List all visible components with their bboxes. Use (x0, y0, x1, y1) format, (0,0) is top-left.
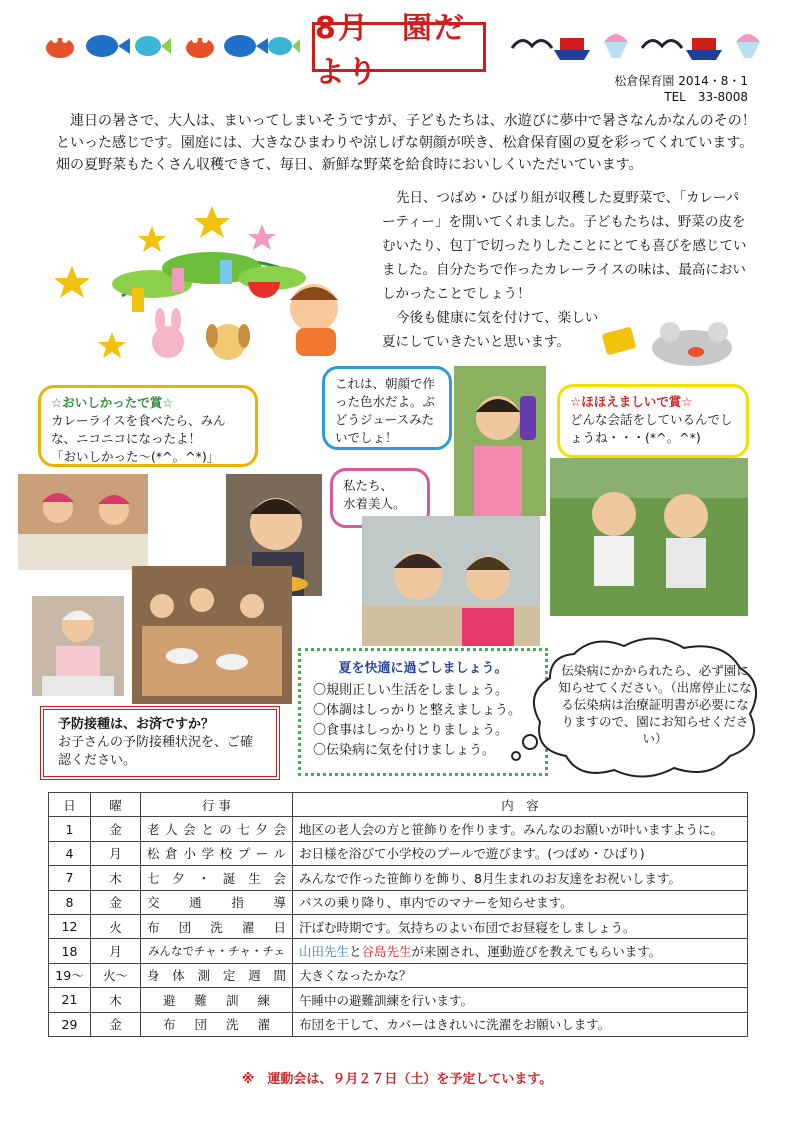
asagao-bubble: これは、朝顔で作った色水だよ。ぶどうジュースみたいでしょ！ (322, 366, 452, 450)
cell-weekday: 金 (91, 817, 141, 841)
content-rest: が来園され、運動遊びを教えてもらいます。 (411, 944, 662, 960)
summer-tip-item: 〇規則正しい生活をしましょう。 (313, 683, 509, 698)
cell-content: 地区の老人会の方と笹飾りを作ります。みんなのお願いが叶いますように。 (293, 817, 748, 841)
table-row (49, 963, 748, 987)
table-row (49, 841, 748, 865)
summer-tip-item: 〇体調はしっかりと整えましょう。 (313, 703, 522, 718)
cell-event: 布団洗濯日 (141, 914, 293, 938)
sports-day-note: ※ 運動会は、９月２７日（土）を予定しています。 (241, 1072, 553, 1087)
seagull-icon (512, 40, 552, 48)
fish-icon (268, 37, 300, 55)
seagull-icon (642, 40, 682, 48)
oishikatta-award-title: ☆おいしかったで賞☆ (51, 395, 174, 410)
ship-icon (686, 38, 722, 60)
infectious-disease-notice: 伝染病にかかられたら、必ず園に知らせてください。（出席停止になる伝染病は治療証明書が必要になりますので、園にお知らせください） (558, 663, 752, 746)
rabbit-character (152, 308, 184, 358)
teacher-yajima: 谷島先生 (361, 944, 412, 960)
star-icon (98, 332, 126, 358)
cell-content: 大きくなったかな？ (293, 963, 748, 987)
sea-animals-decoration-left (40, 26, 300, 66)
cell-event: 交通指導 (141, 890, 293, 914)
vaccination-notice-title: 予防接種は、お済ですか？ (58, 717, 215, 732)
newsletter-title-box (312, 11, 486, 90)
fish-icon (135, 36, 171, 56)
table-row (49, 866, 748, 890)
cell-day: 21 (49, 988, 91, 1012)
oishikatta-award-quote: 「おいしかった～(*^。^*)」 (51, 449, 220, 464)
cell-content: みんなで作った笹飾りを飾り、8月生まれのお友達をお祝いします。 (293, 866, 748, 890)
table-row (49, 939, 748, 963)
summer-tip-item: 〇伝染病に気を付けましょう。 (313, 743, 496, 758)
cell-weekday: 木 (91, 866, 141, 890)
closing-paragraph: 今後も健康に気を付けて、楽しい夏にしていきたいと思います。 (382, 310, 599, 350)
vaccination-notice-body: お子さんの予防接種状況を、ご確認ください。 (58, 735, 254, 768)
hohoemashii-award-bubble (557, 384, 749, 458)
cell-day: 7 (49, 866, 91, 890)
shaved-ice-icon (736, 34, 760, 58)
header-event: 行 事 (141, 793, 293, 817)
cell-content: 汗ばむ時期です。気持ちのよい布団でお昼寝をしましょう。 (293, 914, 748, 938)
child-character (290, 284, 338, 356)
photo-babies-talking (550, 458, 748, 616)
mouse-illustration (600, 318, 750, 370)
summer-decoration-right (508, 24, 778, 66)
curry-party-paragraph: 先日、つばめ・ひばり組が収穫した夏野菜で、「カレーパーティー」を開いてくれました。子どもたちは、野菜の皮をむいたり、包丁で切ったりしたことにとても喜びを感じていました。自分たちで作ったカレーライスの味は、最高においしかったことでしょう！ (382, 190, 747, 302)
cell-event: 布団洗濯 (141, 1012, 293, 1036)
conjunction: と (349, 944, 362, 960)
cell-weekday: 木 (91, 988, 141, 1012)
cell-weekday: 火 (91, 914, 141, 938)
nursery-name-date: 松倉保育園 2014・8・1 (614, 74, 748, 88)
star-icon (138, 226, 166, 252)
event-schedule-table (48, 792, 748, 1037)
table-row (49, 1012, 748, 1036)
cell-weekday: 月 (91, 939, 141, 963)
cell-event: 避難訓練 (141, 988, 293, 1012)
cell-day: 8 (49, 890, 91, 914)
fish-icon (224, 35, 268, 57)
swimsuit-line-2: 水着美人。 (343, 496, 406, 511)
photo-swimsuit-girls (362, 516, 540, 646)
summer-tip-item: 〇食事はしっかりとりましょう。 (313, 723, 509, 738)
cell-content: お日様を浴びて小学校のプールで遊びます。(つばめ・ひばり) (293, 841, 748, 865)
cell-day: 1 (49, 817, 91, 841)
ship-icon (554, 38, 590, 60)
photo-lunch-table (132, 566, 292, 704)
swimsuit-line-1: 私たち、 (343, 478, 394, 493)
table-row (49, 890, 748, 914)
newsletter-title: 8月 園だより (315, 11, 466, 90)
intro-paragraph: 連日の暑さで、大人は、まいってしまいそうですが、子どもたちは、水遊びに夢中で暑さなんかなんのその！といった感じです。園庭には、大きなひまわりや涼しげな朝顔が咲き、松倉保育園の夏を彩ってくれています。畑の夏野菜もたくさん収穫できて、毎日、新鮮な野菜を給食時においしくいただいています。 (56, 113, 756, 173)
cell-content: 午睡中の避難訓練を行います。 (293, 988, 748, 1012)
cell-event: 七夕・誕生会 (141, 866, 293, 890)
crab-icon (46, 37, 74, 58)
cell-weekday: 金 (91, 1012, 141, 1036)
crab-icon (186, 37, 214, 58)
star-icon (54, 266, 90, 298)
cell-content: バスの乗り降り、車内でのマナーを知らせます。 (293, 890, 748, 914)
cell-weekday: 月 (91, 841, 141, 865)
cell-day: 18 (49, 939, 91, 963)
cell-weekday: 火～ (91, 963, 141, 987)
teacher-yamada: 山田先生 (299, 944, 350, 960)
star-icon (194, 206, 230, 238)
fish-icon (86, 35, 130, 57)
star-icon (248, 224, 276, 250)
hohoemashii-award-body: どんな会話をしているんでしょうね・・・(*^。^*) (570, 412, 733, 445)
cell-content (293, 939, 748, 963)
cell-day: 29 (49, 1012, 91, 1036)
cell-event: みんなでチャ・チャ・チェ (141, 939, 293, 963)
tanabata-illustration (52, 196, 372, 366)
table-row (49, 914, 748, 938)
oishikatta-award-bubble (38, 385, 258, 467)
cell-day: 4 (49, 841, 91, 865)
cell-event: 松倉小学校プール (141, 841, 293, 865)
table-header-row (49, 793, 748, 817)
oishikatta-award-body: カレーライスを食べたら、みんな、ニコニコになったよ！ (51, 413, 226, 446)
photo-color-water (454, 366, 546, 516)
nursery-phone: TEL 33-8008 (664, 90, 748, 104)
photo-cutting-vegetables (32, 596, 124, 696)
vaccination-notice-box (40, 706, 280, 780)
dog-character (206, 324, 250, 360)
cell-weekday: 金 (91, 890, 141, 914)
header-weekday: 曜 (91, 793, 141, 817)
watermelon-icon (248, 282, 280, 298)
table-row (49, 988, 748, 1012)
table-row (49, 817, 748, 841)
header-content: 内 容 (293, 793, 748, 817)
hohoemashii-award-title: ☆ほほえましいで賞☆ (570, 394, 693, 409)
summer-tips-title: 夏を快適に過ごしましょう。 (338, 661, 508, 676)
cell-event: 身体測定週間 (141, 963, 293, 987)
photo-cooking-girls (18, 474, 148, 570)
cell-day: 12 (49, 914, 91, 938)
cell-content: 布団を干して、カバーはきれいに洗濯をお願いします。 (293, 1012, 748, 1036)
cell-event: 老人会との七夕会 (141, 817, 293, 841)
shaved-ice-icon (604, 34, 628, 58)
header-day: 日 (49, 793, 91, 817)
cell-day: 19～ (49, 963, 91, 987)
